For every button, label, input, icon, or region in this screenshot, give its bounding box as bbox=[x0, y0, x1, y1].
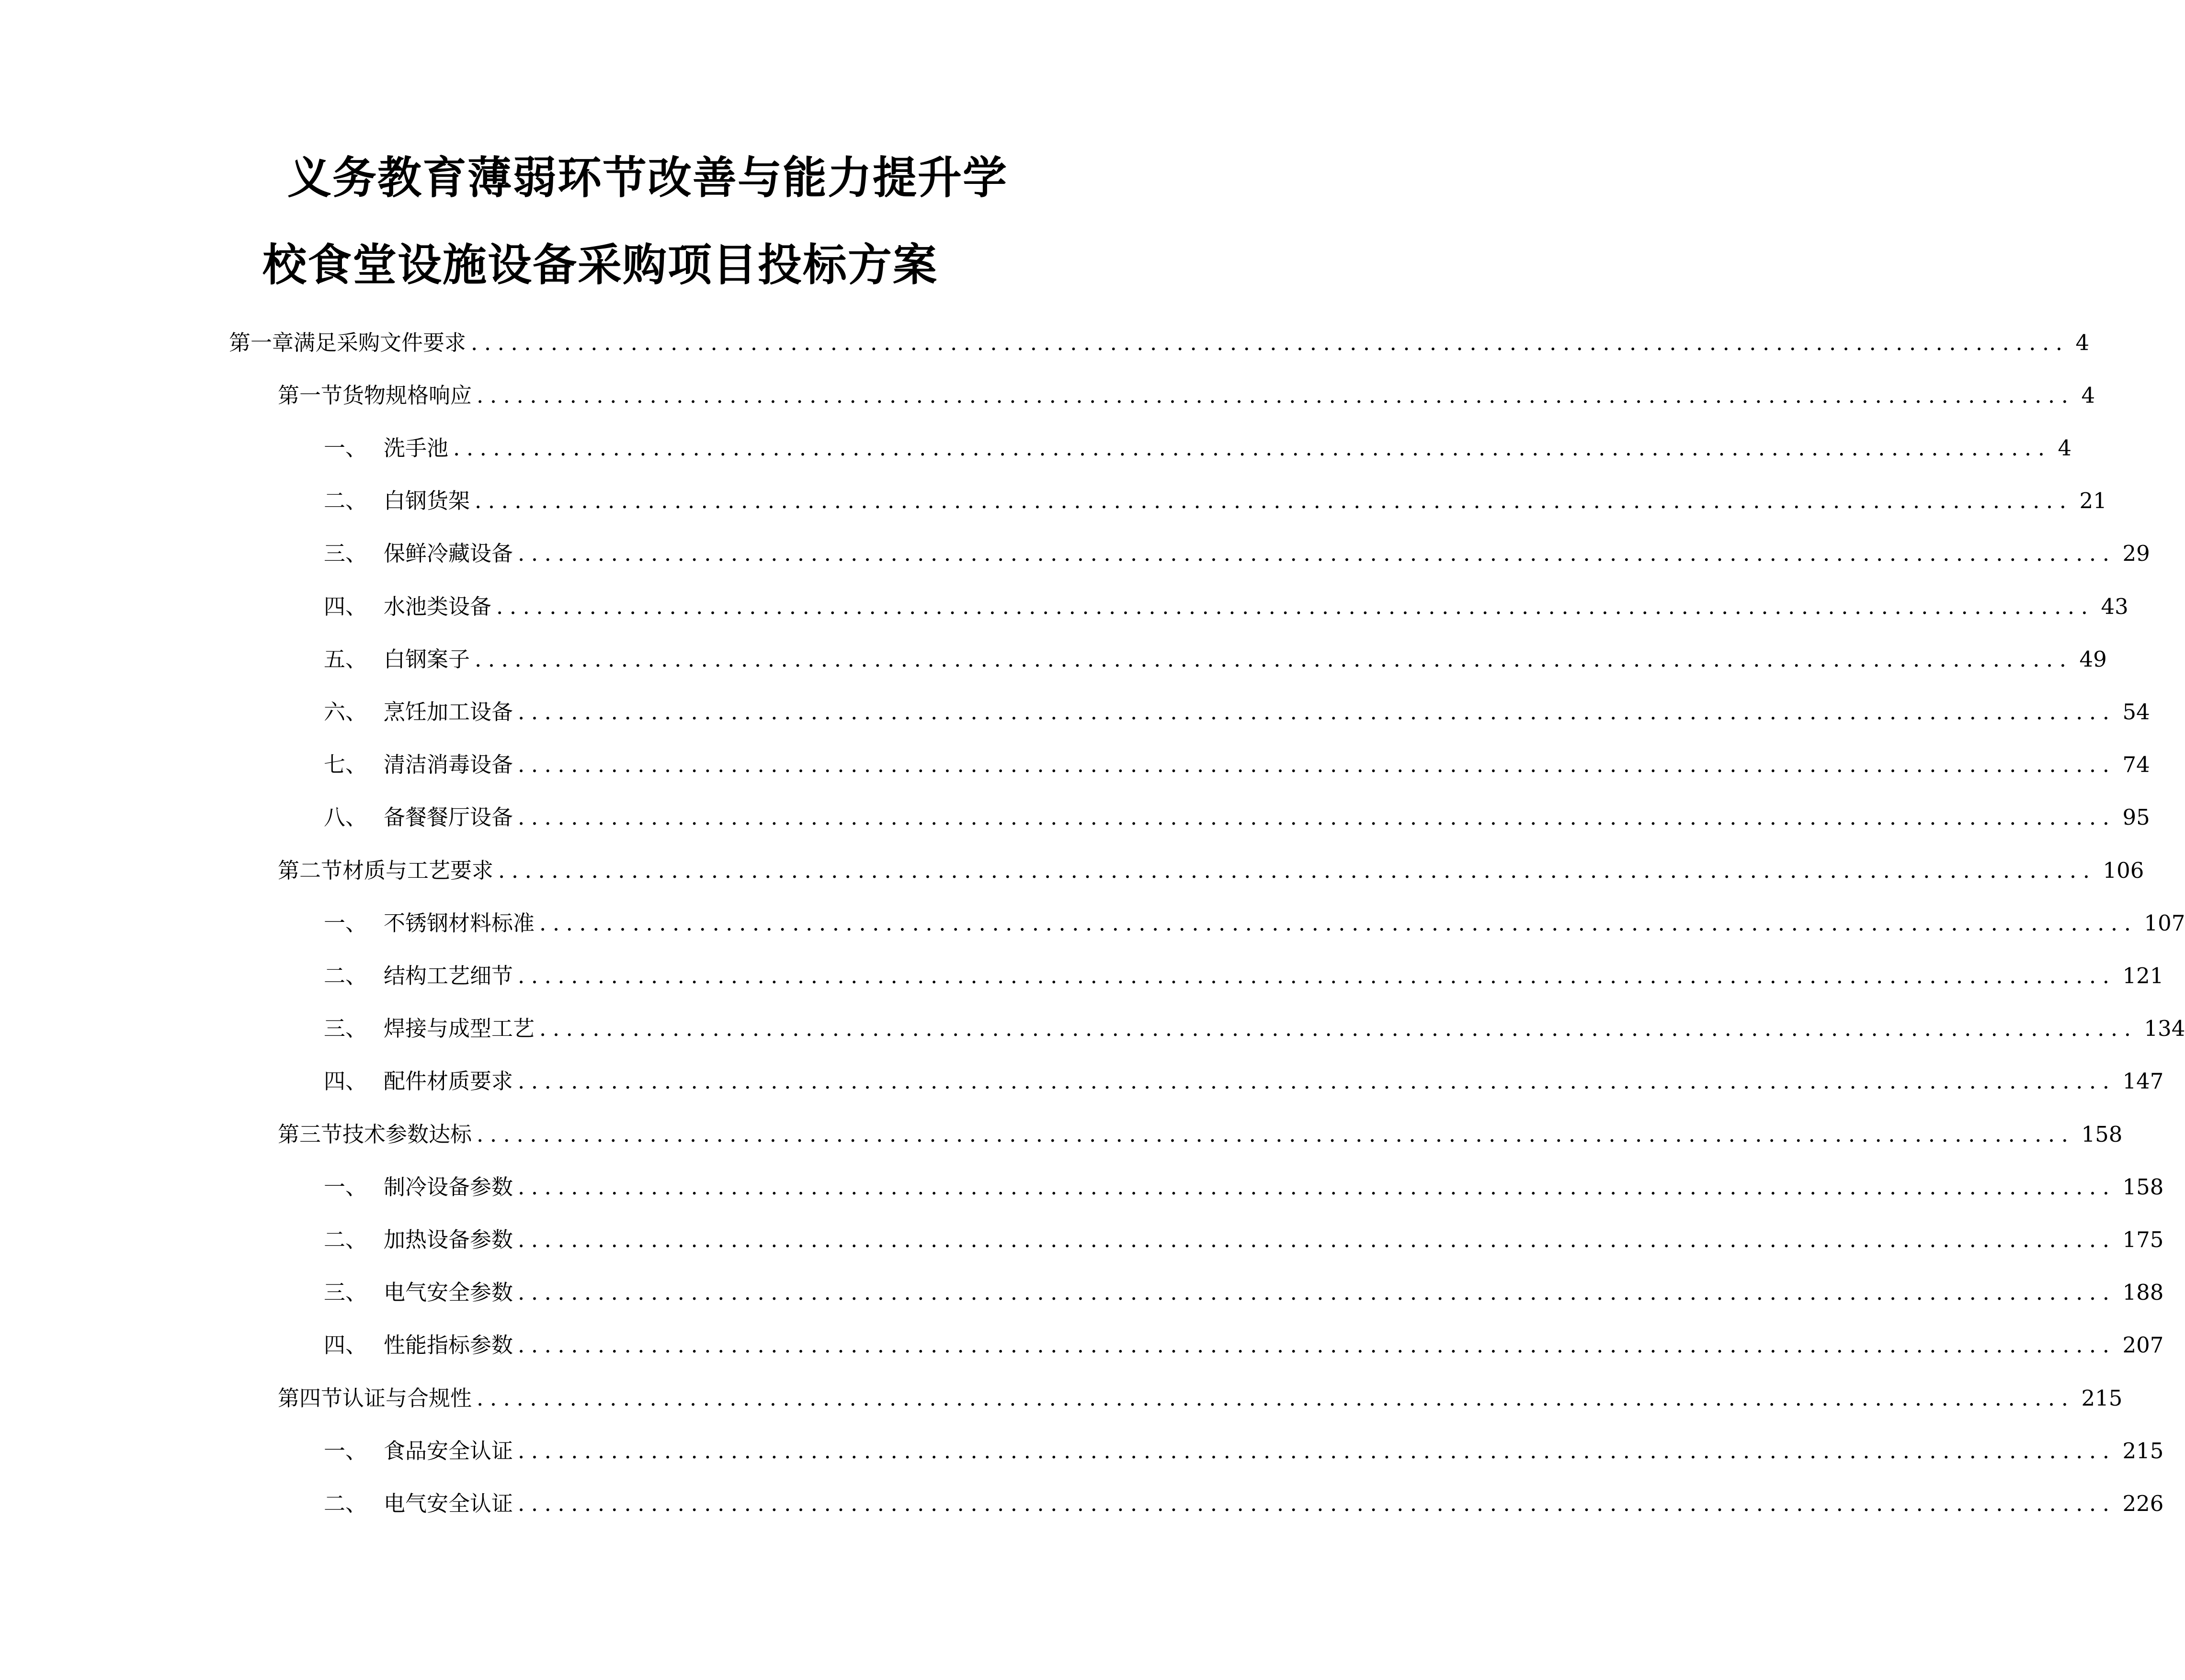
document-title-line-1: 义务教育薄弱环节改善与能力提升学 bbox=[287, 152, 1008, 204]
toc-entry[interactable] bbox=[278, 378, 2095, 412]
toc-entry[interactable] bbox=[324, 1170, 2164, 1203]
toc-entry[interactable] bbox=[324, 1065, 2164, 1098]
toc-entry-page-number: 29 bbox=[2122, 541, 2150, 567]
toc-entry-label: 认证与合规性 bbox=[342, 1385, 472, 1411]
document-title-line-2: 校食堂设施设备采购项目投标方案 bbox=[262, 239, 938, 291]
toc-entry-label: 焊接与成型工艺 bbox=[384, 1016, 535, 1042]
toc-entry-page-number: 226 bbox=[2122, 1490, 2164, 1516]
toc-entry-page-number: 107 bbox=[2144, 910, 2185, 936]
toc-entry[interactable] bbox=[278, 853, 2144, 887]
toc-dot-leader: ........................................................................................................................ bbox=[518, 1174, 2116, 1200]
toc-entry-page-number: 74 bbox=[2122, 752, 2150, 778]
toc-dot-leader: ........................................................................................................................ bbox=[518, 1068, 2116, 1094]
toc-entry-number: 一、 bbox=[324, 1174, 367, 1200]
toc-dot-leader: ........................................................................................................................ bbox=[471, 329, 2069, 355]
toc-dot-leader: ........................................................................................................................ bbox=[518, 805, 2116, 830]
toc-entry-number: 四、 bbox=[324, 1068, 367, 1094]
toc-entry-number: 第三节 bbox=[278, 1121, 343, 1147]
toc-dot-leader: ........................................................................................................................ bbox=[518, 1280, 2116, 1305]
toc-entry-number: 八、 bbox=[324, 805, 367, 830]
toc-entry-number: 第一节 bbox=[278, 382, 343, 408]
toc-entry-label: 水池类设备 bbox=[384, 593, 492, 619]
toc-entry[interactable] bbox=[324, 537, 2150, 570]
toc-dot-leader: ........................................................................................................................ bbox=[518, 1490, 2116, 1516]
toc-entry-label: 满足采购文件要求 bbox=[294, 329, 467, 355]
toc-entry-page-number: 158 bbox=[2122, 1174, 2164, 1200]
toc-entry-number: 一、 bbox=[324, 1438, 367, 1464]
toc-entry-label: 食品安全认证 bbox=[384, 1438, 513, 1464]
toc-entry-page-number: 4 bbox=[2081, 382, 2095, 408]
toc-entry-page-number: 121 bbox=[2122, 963, 2164, 988]
toc-entry-page-number: 4 bbox=[2058, 435, 2072, 461]
toc-entry-label: 保鲜冷藏设备 bbox=[384, 541, 513, 567]
toc-entry-number: 一、 bbox=[324, 435, 367, 461]
toc-entry[interactable] bbox=[324, 959, 2164, 992]
toc-entry-label: 材质与工艺要求 bbox=[342, 857, 494, 883]
toc-entry-label: 不锈钢材料标准 bbox=[384, 910, 535, 936]
toc-entry-number: 四、 bbox=[324, 1332, 367, 1358]
toc-entry-number: 五、 bbox=[324, 646, 367, 672]
toc-dot-leader: ........................................................................................................................ bbox=[518, 699, 2116, 725]
toc-entry-page-number: 4 bbox=[2075, 329, 2090, 355]
toc-entry-page-number: 21 bbox=[2079, 488, 2107, 514]
toc-dot-leader: ........................................................................................................................ bbox=[498, 857, 2096, 883]
toc-dot-leader: ........................................................................................................................ bbox=[518, 752, 2116, 778]
toc-entry-label: 备餐餐厅设备 bbox=[384, 805, 513, 830]
toc-entry[interactable] bbox=[324, 1328, 2164, 1362]
toc-dot-leader: ........................................................................................................................ bbox=[475, 646, 2073, 672]
toc-entry-page-number: 158 bbox=[2081, 1121, 2123, 1147]
toc-entry-label: 结构工艺细节 bbox=[384, 963, 513, 988]
toc-entry-page-number: 147 bbox=[2122, 1068, 2164, 1094]
toc-entry[interactable] bbox=[324, 1487, 2164, 1520]
toc-entry-page-number: 188 bbox=[2122, 1280, 2164, 1305]
toc-entry[interactable] bbox=[278, 1117, 2123, 1151]
toc-entry-number: 三、 bbox=[324, 1016, 367, 1042]
toc-entry-label: 电气安全参数 bbox=[384, 1280, 513, 1305]
toc-entry[interactable] bbox=[324, 590, 2128, 623]
toc-entry-label: 制冷设备参数 bbox=[384, 1174, 513, 1200]
toc-entry-number: 二、 bbox=[324, 963, 367, 988]
toc-entry[interactable] bbox=[324, 748, 2150, 782]
toc-dot-leader: ........................................................................................................................ bbox=[496, 593, 2094, 619]
toc-dot-leader: ........................................................................................................................ bbox=[518, 963, 2116, 988]
toc-entry[interactable] bbox=[324, 1434, 2164, 1467]
toc-entry[interactable] bbox=[324, 1012, 2185, 1045]
toc-entry-number: 七、 bbox=[324, 752, 367, 778]
toc-entry-number: 三、 bbox=[324, 541, 367, 567]
toc-dot-leader: ........................................................................................................................ bbox=[518, 1438, 2116, 1464]
toc-entry-number: 第四节 bbox=[278, 1385, 343, 1411]
toc-entry[interactable] bbox=[229, 326, 2090, 359]
toc-entry-page-number: 215 bbox=[2081, 1385, 2123, 1411]
toc-entry-label: 白钢货架 bbox=[384, 488, 470, 514]
toc-entry-number: 第二节 bbox=[278, 857, 343, 883]
toc-entry[interactable] bbox=[324, 801, 2150, 834]
toc-entry[interactable] bbox=[324, 484, 2107, 518]
toc-entry-label: 货物规格响应 bbox=[342, 382, 472, 408]
toc-entry-label: 烹饪加工设备 bbox=[384, 699, 513, 725]
toc-entry-label: 清洁消毒设备 bbox=[384, 752, 513, 778]
toc-entry-label: 电气安全认证 bbox=[384, 1490, 513, 1516]
toc-dot-leader: ........................................................................................................................ bbox=[477, 382, 2075, 408]
toc-entry-number: 六、 bbox=[324, 699, 367, 725]
toc-dot-leader: ........................................................................................................................ bbox=[477, 1121, 2075, 1147]
toc-entry-page-number: 134 bbox=[2144, 1016, 2185, 1042]
toc-entry[interactable] bbox=[324, 642, 2107, 676]
toc-entry-page-number: 95 bbox=[2122, 805, 2150, 830]
toc-entry-number: 一、 bbox=[324, 910, 367, 936]
toc-entry[interactable] bbox=[324, 906, 2185, 940]
toc-entry[interactable] bbox=[324, 431, 2072, 465]
toc-dot-leader: ........................................................................................................................ bbox=[539, 910, 2138, 936]
toc-entry-label: 性能指标参数 bbox=[384, 1332, 513, 1358]
toc-entry-number: 二、 bbox=[324, 1490, 367, 1516]
toc-dot-leader: ........................................................................................................................ bbox=[518, 1226, 2116, 1252]
toc-entry[interactable] bbox=[324, 1223, 2164, 1256]
toc-entry-label: 加热设备参数 bbox=[384, 1226, 513, 1252]
toc-entry-label: 技术参数达标 bbox=[342, 1121, 472, 1147]
toc-entry-label: 洗手池 bbox=[384, 435, 449, 461]
toc-entry[interactable] bbox=[278, 1381, 2123, 1415]
toc-entry-number: 第一章 bbox=[229, 329, 294, 355]
toc-entry-page-number: 175 bbox=[2122, 1226, 2164, 1252]
toc-entry-page-number: 49 bbox=[2079, 646, 2107, 672]
toc-entry-page-number: 43 bbox=[2101, 593, 2128, 619]
toc-entry-label: 配件材质要求 bbox=[384, 1068, 513, 1094]
toc-entry-number: 二、 bbox=[324, 488, 367, 514]
toc-entry-page-number: 106 bbox=[2103, 857, 2144, 883]
toc-entry[interactable] bbox=[324, 1276, 2164, 1309]
toc-entry-page-number: 54 bbox=[2122, 699, 2150, 725]
toc-entry-number: 三、 bbox=[324, 1280, 367, 1305]
toc-dot-leader: ........................................................................................................................ bbox=[453, 435, 2051, 461]
toc-dot-leader: ........................................................................................................................ bbox=[518, 1332, 2116, 1358]
toc-entry-label: 白钢案子 bbox=[384, 646, 470, 672]
toc-entry-page-number: 207 bbox=[2122, 1332, 2164, 1358]
toc-entry[interactable] bbox=[324, 695, 2150, 728]
toc-dot-leader: ........................................................................................................................ bbox=[518, 541, 2116, 567]
toc-entry-number: 二、 bbox=[324, 1226, 367, 1252]
toc-dot-leader: ........................................................................................................................ bbox=[539, 1016, 2138, 1042]
toc-entry-number: 四、 bbox=[324, 593, 367, 619]
toc-dot-leader: ........................................................................................................................ bbox=[477, 1385, 2075, 1411]
toc-dot-leader: ........................................................................................................................ bbox=[475, 488, 2073, 514]
toc-entry-page-number: 215 bbox=[2122, 1438, 2164, 1464]
